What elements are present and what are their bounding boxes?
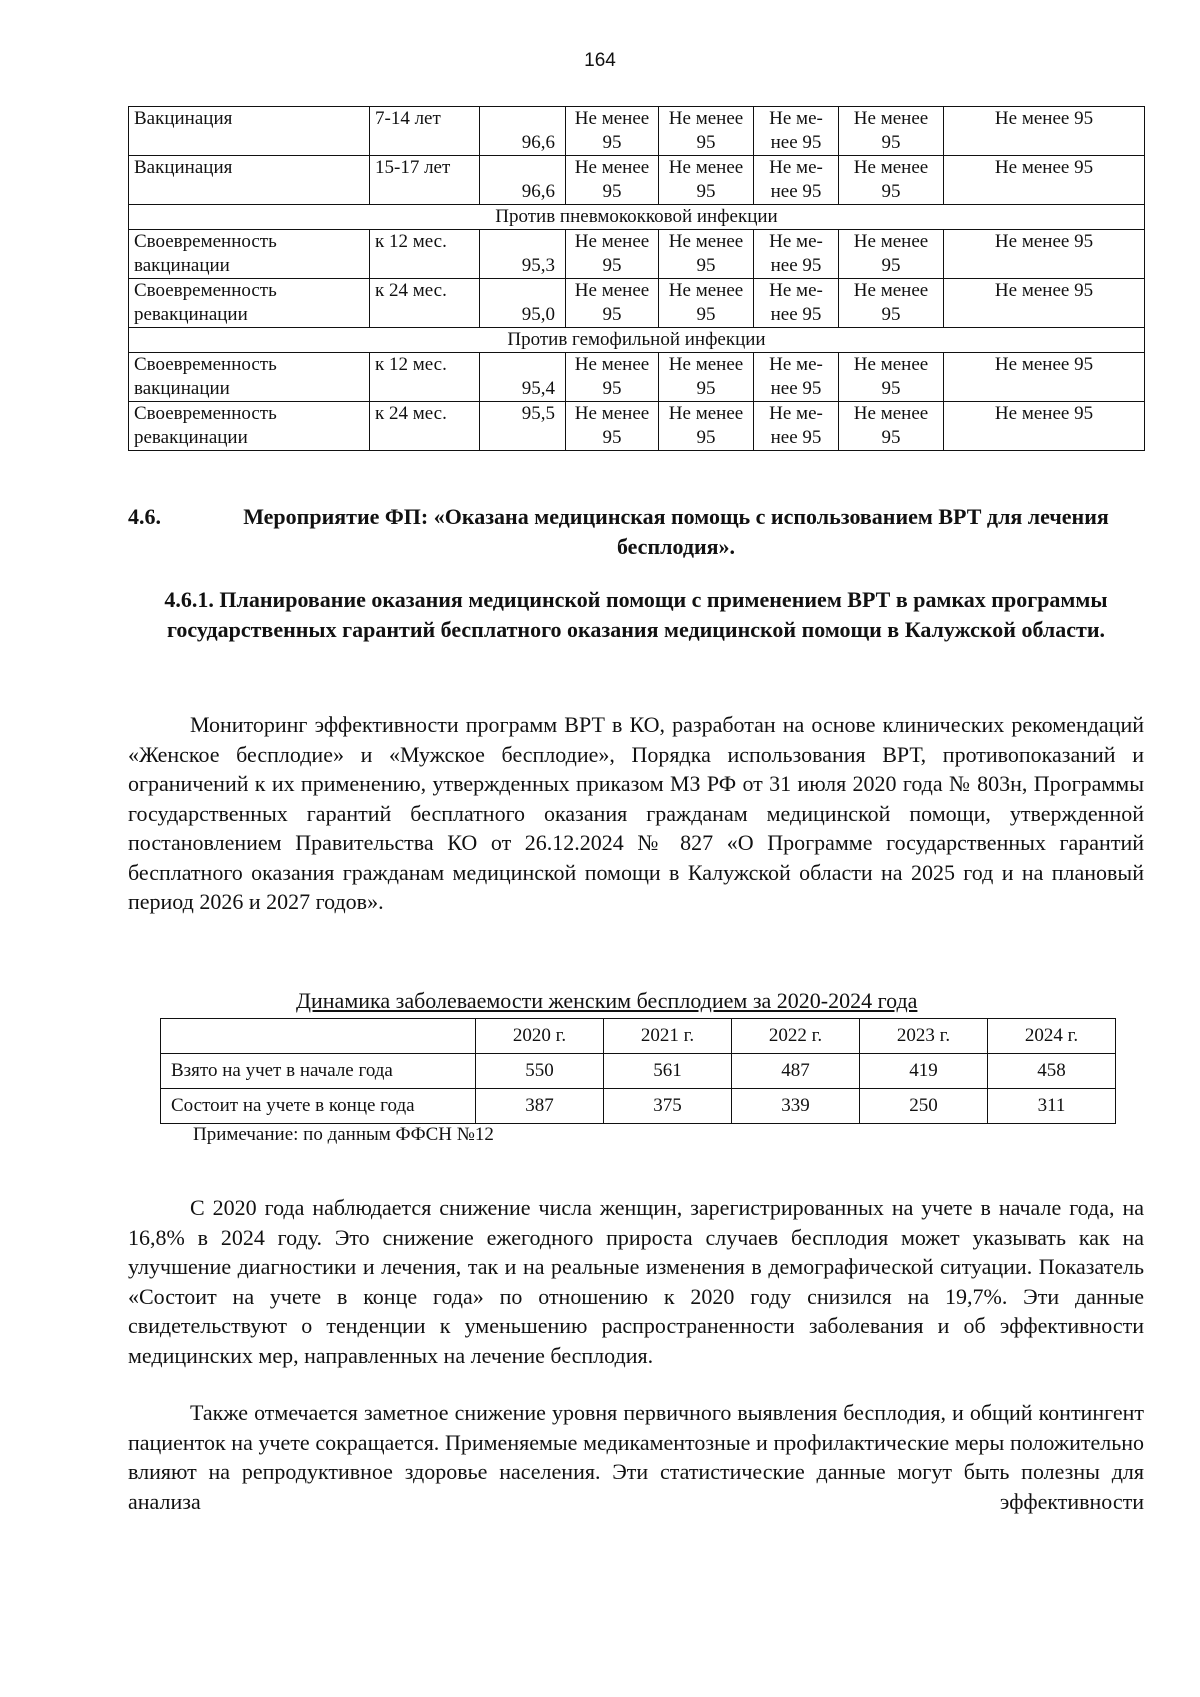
infertility-table-header [161, 1019, 1116, 1054]
table-cell: 487 [732, 1054, 860, 1089]
target-cell: Не менее 95 [944, 230, 1145, 279]
value-cell: 95,0 [480, 279, 566, 328]
target-cell [839, 279, 944, 328]
target-cell-line: Не менее [853, 108, 929, 129]
section-4-6-number: 4.6. [128, 504, 161, 529]
table-row [129, 230, 1145, 279]
target-cell [566, 279, 659, 328]
target-cell-line: Не менее [853, 280, 929, 301]
target-cell: Не менее 95 [944, 402, 1145, 451]
age-cell: 7-14 лет [370, 107, 480, 156]
table-cell: 250 [860, 1089, 988, 1124]
table-section-row [129, 328, 1145, 353]
target-cell-line: Не менее [853, 403, 929, 424]
target-cell: Не менее 95 [944, 107, 1145, 156]
target-cell-line: Не ме- [769, 403, 823, 424]
target-cell [754, 156, 839, 205]
target-cell-line: Не менее [574, 108, 650, 129]
target-cell [839, 156, 944, 205]
indicator-name-line: Своевременность [134, 354, 277, 375]
target-cell-line: 95 [602, 181, 622, 202]
table-row [129, 107, 1145, 156]
target-cell [659, 279, 754, 328]
target-cell-line: 95 [602, 132, 622, 153]
value-cell: 96,6 [480, 156, 566, 205]
target-cell-line: Не ме- [769, 157, 823, 178]
row-label: Состоит на учете в конце года [161, 1089, 476, 1124]
table-cell: 458 [988, 1054, 1116, 1089]
target-cell-line: Не менее [853, 157, 929, 178]
target-cell-line: нее 95 [770, 378, 822, 399]
year-header: 2024 г. [988, 1019, 1116, 1054]
target-cell-line: 95 [881, 427, 901, 448]
target-cell-line: нее 95 [770, 132, 822, 153]
target-cell-line: Не менее [668, 354, 744, 375]
table-row [129, 353, 1145, 402]
target-cell-line: Не менее [574, 231, 650, 252]
year-header: 2020 г. [476, 1019, 604, 1054]
target-cell [659, 402, 754, 451]
target-cell-line: Не ме- [769, 354, 823, 375]
target-cell-line: 95 [696, 304, 716, 325]
target-cell-line: нее 95 [770, 304, 822, 325]
table-row [161, 1054, 1116, 1089]
target-cell-line: Не менее [668, 280, 744, 301]
target-cell [754, 402, 839, 451]
paragraph-monitoring: Мониторинг эффективности программ ВРТ в КО, разработан на основе клинических рекомендаций «Женское бесплодие» и «Мужское бесплодие», Порядка использования ВРТ, противопоказаний и ограничений к их применению, утвержденных приказом МЗ РФ от 31 июля 2020 года № 803н, Программы государственных гарантий бесплатного оказания гражданам медицинской помощи, утвержденной постановлением Правительства КО от 26.12.2024 № 827 «О Программе государственных гарантий бесплатного оказания гражданам медицинской помощи в Калужской области на 2025 год и на плановый период 2026 и 2027 годов». [128, 712, 1144, 914]
target-cell [566, 402, 659, 451]
age-cell: к 24 мес. [370, 402, 480, 451]
target-cell-line: 95 [602, 378, 622, 399]
age-cell: к 12 мес. [370, 230, 480, 279]
table-row [161, 1089, 1116, 1124]
value-cell: 95,4 [480, 353, 566, 402]
target-cell [754, 353, 839, 402]
table-cell: 387 [476, 1089, 604, 1124]
year-header: 2023 г. [860, 1019, 988, 1054]
target-cell-line: Не менее [853, 231, 929, 252]
value-cell: 96,6 [480, 107, 566, 156]
indicator-name: Вакцинация [129, 107, 370, 156]
target-cell-line: Не менее [574, 280, 650, 301]
table-cell: 419 [860, 1054, 988, 1089]
target-cell-line: Не менее [574, 157, 650, 178]
target-cell: Не менее 95 [944, 156, 1145, 205]
target-cell: Не менее 95 [944, 353, 1145, 402]
section-title: Против пневмококковой инфекции [129, 205, 1145, 230]
target-cell-line: Не менее [574, 354, 650, 375]
target-cell-line: 95 [881, 255, 901, 276]
indicator-name-line: Своевременность [134, 280, 277, 301]
target-cell [566, 156, 659, 205]
target-cell-line: Не менее [668, 108, 744, 129]
page-number: 164 [584, 50, 616, 71]
value-cell: 95,3 [480, 230, 566, 279]
target-cell-line: 95 [881, 181, 901, 202]
header-empty-cell [161, 1019, 476, 1054]
indicator-name-line: вакцинации [134, 378, 230, 399]
target-cell-line: 95 [602, 427, 622, 448]
target-cell-line: нее 95 [770, 427, 822, 448]
infertility-table-caption: Динамика заболеваемости женским бесплодием за 2020-2024 года [296, 988, 918, 1013]
target-cell [566, 353, 659, 402]
table-cell: 375 [604, 1089, 732, 1124]
target-cell-line: Не менее [668, 403, 744, 424]
target-cell-line: 95 [881, 132, 901, 153]
target-cell [566, 107, 659, 156]
target-cell-line: Не ме- [769, 231, 823, 252]
indicator-name-line: Своевременность [134, 403, 277, 424]
target-cell [754, 230, 839, 279]
vaccination-table [128, 106, 1145, 451]
target-cell [839, 107, 944, 156]
age-cell: к 12 мес. [370, 353, 480, 402]
table-cell: 339 [732, 1089, 860, 1124]
target-cell-line: Не менее [574, 403, 650, 424]
target-cell-line: 95 [881, 304, 901, 325]
paragraph-analysis: С 2020 года наблюдается снижение числа женщин, зарегистрированных на учете в начале года, на 16,8% в 2024 году. Это снижение ежегодного прироста случаев бесплодия может указывать как на улучшение диагностики и лечения, так и на реальные изменения в демографической ситуации. Показатель «Состоит на учете в конце года» по отношению к 2020 году снизился на 19,7%. Эти данные свидетельствуют о тенденции к уменьшению распространенности заболевания и об эффективности медицинских мер, направленных на лечение бесплодия. [128, 1195, 1144, 1368]
indicator-name [129, 402, 370, 451]
target-cell-line: 95 [696, 378, 716, 399]
target-cell-line: нее 95 [770, 181, 822, 202]
target-cell-line: Не менее [853, 354, 929, 375]
target-cell [754, 279, 839, 328]
indicator-name [129, 279, 370, 328]
indicator-name-line: Своевременность [134, 231, 277, 252]
indicator-name: Вакцинация [129, 156, 370, 205]
table-cell: 561 [604, 1054, 732, 1089]
indicator-name [129, 353, 370, 402]
indicator-name-line: вакцинации [134, 255, 230, 276]
target-cell [659, 156, 754, 205]
target-cell-line: Не ме- [769, 280, 823, 301]
table-note: Примечание: по данным ФФСН №12 [193, 1124, 494, 1145]
target-cell [839, 230, 944, 279]
year-header: 2022 г. [732, 1019, 860, 1054]
section-4-6-title: Мероприятие ФП: «Оказана медицинская помощь с использованием ВРТ для лечения бесплодия». [243, 504, 1109, 559]
section-4-6-heading [128, 502, 1144, 562]
target-cell [566, 230, 659, 279]
year-header: 2021 г. [604, 1019, 732, 1054]
target-cell [659, 353, 754, 402]
target-cell [754, 107, 839, 156]
indicator-name-line: ревакцинации [134, 304, 248, 325]
target-cell-line: нее 95 [770, 255, 822, 276]
target-cell-line: 95 [696, 255, 716, 276]
table-row [129, 279, 1145, 328]
table-cell: 550 [476, 1054, 604, 1089]
table-row [129, 402, 1145, 451]
target-cell: Не менее 95 [944, 279, 1145, 328]
age-cell: к 24 мес. [370, 279, 480, 328]
row-label: Взято на учет в начале года [161, 1054, 476, 1089]
indicator-name-line: ревакцинации [134, 427, 248, 448]
indicator-name [129, 230, 370, 279]
target-cell [659, 230, 754, 279]
infertility-table [160, 1018, 1116, 1124]
section-title: Против гемофильной инфекции [129, 328, 1145, 353]
target-cell-line: Не менее [668, 231, 744, 252]
section-4-6-1-heading: 4.6.1. Планирование оказания медицинской помощи с применением ВРТ в рамках программы государственных гарантий бесплатного оказания медицинской помощи в Калужской области. [164, 587, 1108, 642]
target-cell-line: 95 [881, 378, 901, 399]
target-cell [839, 402, 944, 451]
target-cell-line: 95 [696, 181, 716, 202]
target-cell-line: 95 [602, 255, 622, 276]
paragraph-conclusion: Также отмечается заметное снижение уровня первичного выявления бесплодия, и общий контингент пациенток на учете сокращается. Применяемые медикаментозные и профилактические меры положительно влияют на репродуктивное здоровье населения. Эти статистические данные могут быть полезны для анализа эффективности [128, 1400, 1144, 1514]
target-cell [839, 353, 944, 402]
target-cell [659, 107, 754, 156]
value-cell: 95,5 [480, 402, 566, 451]
target-cell-line: 95 [696, 132, 716, 153]
table-row [129, 156, 1145, 205]
target-cell-line: 95 [696, 427, 716, 448]
table-cell: 311 [988, 1089, 1116, 1124]
target-cell-line: Не ме- [769, 108, 823, 129]
age-cell: 15-17 лет [370, 156, 480, 205]
table-section-row [129, 205, 1145, 230]
target-cell-line: 95 [602, 304, 622, 325]
target-cell-line: Не менее [668, 157, 744, 178]
